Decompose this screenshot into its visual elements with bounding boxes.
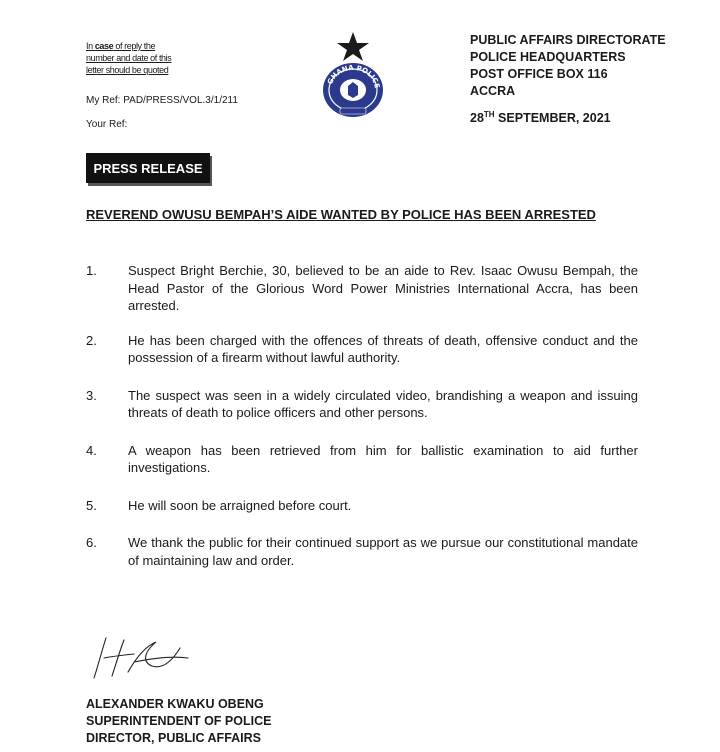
address-line: POST OFFICE BOX 116 [470,67,608,81]
numbered-paragraphs [86,262,646,569]
list-item [86,442,646,477]
item-number: 2. [86,332,97,348]
address-line: PUBLIC AFFAIRS DIRECTORATE [470,33,666,47]
emblem-text: GHANA POLICE [326,63,381,90]
list-item [86,534,646,569]
date-month-year: SEPTEMBER, 2021 [494,111,611,125]
handwritten-signature [84,628,194,688]
date-day: 28 [470,111,484,125]
star-icon [337,32,369,61]
signatory-block [86,696,271,747]
reference-note-line: letter should be quoted [86,65,169,75]
list-item [86,497,646,515]
reference-note [86,40,206,76]
list-item [86,387,646,422]
signatory-rank: SUPERINTENDENT OF POLICE [86,714,272,728]
item-number: 3. [86,387,97,403]
your-ref: Your Ref: [86,119,128,130]
item-number: 4. [86,442,97,458]
letter-date [470,110,611,125]
item-number: 1. [86,263,97,278]
item-number: 6. [86,535,97,550]
my-ref: My Ref: PAD/PRESS/VOL.3/1/211 [86,95,238,106]
item-text: Suspect Bright Berchie, 30, believed to be an aide to Rev. Isaac Owusu Bempah, the Head Pastor of the Glorious Word Power Ministries International Accra, has been arrested. [128,263,638,313]
reference-note-line: number and date of this [86,53,172,63]
item-number: 5. [86,497,97,513]
signatory-name: ALEXANDER KWAKU OBENG [86,697,264,711]
list-item [86,332,646,367]
signatory-title: DIRECTOR, PUBLIC AFFAIRS [86,731,262,745]
list-item [86,262,646,315]
headline: REVEREND OWUSU BEMPAH’S AIDE WANTED BY POLICE HAS BEEN ARRESTED [86,207,596,222]
ghana-police-emblem [318,30,388,120]
address-block [470,32,666,100]
address-line: POLICE HEADQUARTERS [470,50,626,64]
item-text: He has been charged with the offences of threats of death, offensive conduct and the possession of a firearm without lawful authority. [128,332,638,365]
item-text: He will soon be arraigned before court. [128,497,352,513]
item-text: We thank the public for their continued support as we pursue our constitutional mandate of maintaining law and order. [128,535,638,568]
reference-note-bold: case [94,41,114,51]
item-text: A weapon has been retrieved from him for ballistic examination to aid further investigations. [128,442,638,475]
reference-note-line: In case of reply the [86,41,156,51]
date-suffix: TH [483,110,495,119]
address-line: ACCRA [470,84,516,98]
item-text: The suspect was seen in a widely circulated video, brandishing a weapon and issuing threats of death to police officers and other persons. [128,387,638,420]
press-release-badge: PRESS RELEASE [86,153,210,183]
